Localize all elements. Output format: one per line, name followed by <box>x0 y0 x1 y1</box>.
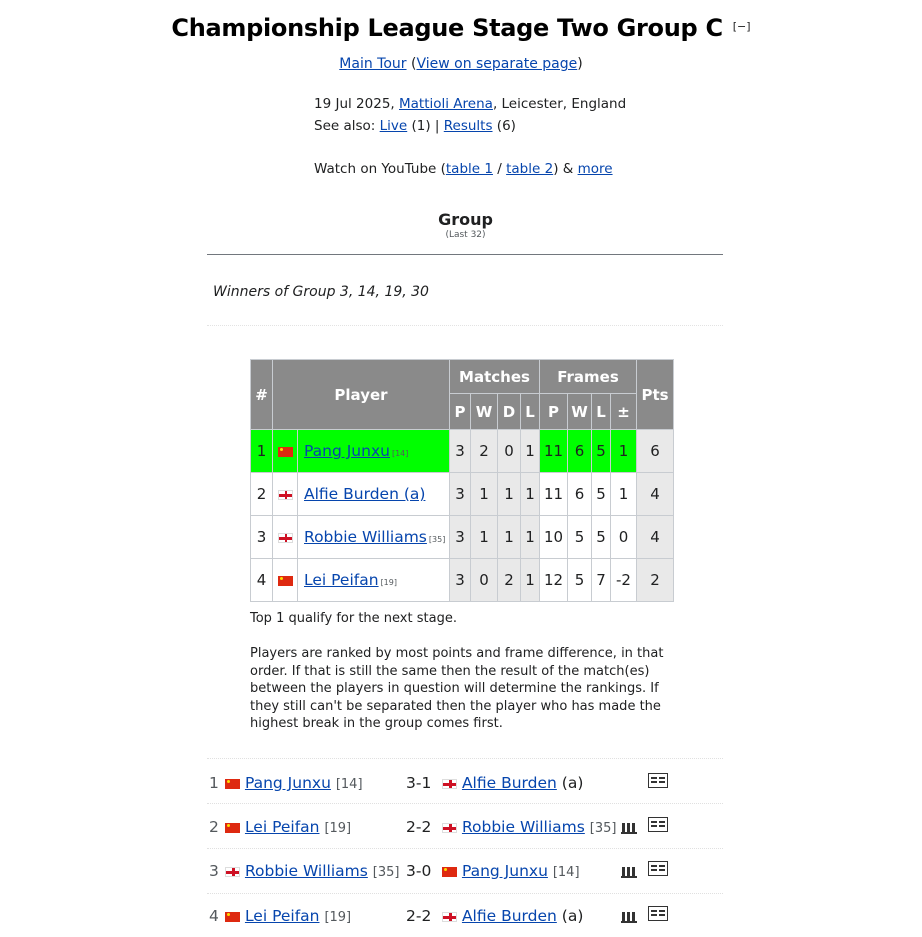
col-ml: L <box>521 394 540 430</box>
row-rank: 4 <box>251 559 273 602</box>
match-number: 2 <box>209 818 219 836</box>
trophy-icon <box>621 822 637 834</box>
col-mp: P <box>450 394 471 430</box>
qualify-note: Top 1 qualify for the next stage. <box>250 611 457 626</box>
group-divider <box>207 254 723 255</box>
cell-mp: 3 <box>450 473 471 516</box>
cell-pts: 4 <box>637 473 674 516</box>
col-fl: L <box>592 394 611 430</box>
row-rank: 1 <box>251 430 273 473</box>
cell-md: 1 <box>498 516 521 559</box>
match-row <box>207 806 723 848</box>
cell-fl: 5 <box>592 473 611 516</box>
cell-pts: 2 <box>637 559 674 602</box>
live-count: (1) | <box>407 117 444 134</box>
separate-page-link[interactable]: View on separate page <box>416 56 578 72</box>
match-number: 3 <box>209 862 219 880</box>
group-heading <box>208 210 723 240</box>
page-header <box>0 14 922 42</box>
cell-mp: 3 <box>450 516 471 559</box>
table2-link[interactable]: table 2 <box>506 161 554 177</box>
col-fp: P <box>540 394 568 430</box>
results-count: (6) <box>492 117 516 134</box>
main-tour-link[interactable]: Main Tour <box>339 56 407 72</box>
page-title: Championship League Stage Two Group C <box>171 14 723 42</box>
china-flag-icon <box>278 447 293 457</box>
amp: ) & <box>553 161 578 177</box>
china-flag-icon <box>442 867 457 877</box>
col-md: D <box>498 394 521 430</box>
match-number: 1 <box>209 774 219 792</box>
match-stream-link[interactable] <box>621 909 637 927</box>
table-row <box>251 559 674 602</box>
player-seed: [35] <box>428 535 446 544</box>
match-score: 2-2 <box>406 818 432 836</box>
paren-close: ) <box>577 56 583 72</box>
match-player1 <box>225 862 399 880</box>
match-stream-link[interactable] <box>621 820 637 838</box>
match-stream-link[interactable] <box>621 864 637 882</box>
match-player2 <box>442 774 583 792</box>
section-divider <box>207 325 723 326</box>
cell-fd: 1 <box>611 430 637 473</box>
trophy-icon <box>621 866 637 878</box>
cell-fl: 7 <box>592 559 611 602</box>
player-seed: [19] <box>380 578 397 587</box>
cell-mw: 0 <box>471 559 498 602</box>
col-matches: Matches <box>450 360 540 394</box>
ticket-icon <box>648 773 668 788</box>
col-rank: # <box>251 360 273 430</box>
row-rank: 2 <box>251 473 273 516</box>
cell-fp: 11 <box>540 430 568 473</box>
china-flag-icon <box>278 576 293 586</box>
match-score: 3-1 <box>406 774 432 792</box>
player1-seed: [19] <box>324 910 352 925</box>
china-flag-icon <box>225 823 240 833</box>
player2-link[interactable]: Robbie Williams <box>461 818 585 836</box>
col-fd: ± <box>611 394 637 430</box>
cell-fd: -2 <box>611 559 637 602</box>
match-score: 3-0 <box>406 862 432 880</box>
row-player <box>298 430 450 473</box>
cell-md: 0 <box>498 430 521 473</box>
england-flag-icon <box>278 533 293 543</box>
player1-seed: [14] <box>335 777 363 792</box>
player1-link[interactable]: Pang Junxu <box>244 774 331 792</box>
table-row <box>251 473 674 516</box>
cell-md: 2 <box>498 559 521 602</box>
standings-table <box>250 359 674 602</box>
match-details-link[interactable] <box>648 773 668 792</box>
player2-link[interactable]: Pang Junxu <box>461 862 548 880</box>
cell-fl: 5 <box>592 430 611 473</box>
cell-pts: 4 <box>637 516 674 559</box>
ticket-icon <box>648 861 668 876</box>
col-mw: W <box>471 394 498 430</box>
cell-mp: 3 <box>450 559 471 602</box>
cell-md: 1 <box>498 473 521 516</box>
match-divider <box>207 803 723 804</box>
slash: / <box>492 161 507 177</box>
cell-ml: 1 <box>521 516 540 559</box>
row-flag <box>273 516 298 559</box>
live-link[interactable]: Live <box>379 117 408 134</box>
match-player2 <box>442 907 583 925</box>
match-divider <box>207 848 723 849</box>
player2-seed: (a) <box>561 774 584 792</box>
group-round: (Last 32) <box>445 230 486 240</box>
row-flag <box>273 473 298 516</box>
player-link[interactable]: Robbie Williams <box>304 528 427 546</box>
match-player2 <box>442 818 616 836</box>
china-flag-icon <box>225 912 240 922</box>
cell-fl: 5 <box>592 516 611 559</box>
cell-fw: 6 <box>568 473 592 516</box>
match-player1 <box>225 774 363 792</box>
match-divider <box>207 893 723 894</box>
cell-pts: 6 <box>637 430 674 473</box>
winners-note: Winners of Group 3, 14, 19, 30 <box>213 284 429 300</box>
results-link[interactable]: Results <box>443 117 493 134</box>
cell-fd: 0 <box>611 516 637 559</box>
cell-fw: 5 <box>568 559 592 602</box>
row-flag <box>273 430 298 473</box>
cell-fd: 1 <box>611 473 637 516</box>
col-player: Player <box>273 360 450 430</box>
match-details-link[interactable] <box>648 817 668 836</box>
match-player2 <box>442 862 580 880</box>
match-row <box>207 895 723 937</box>
cell-mw: 2 <box>471 430 498 473</box>
cell-mw: 1 <box>471 473 498 516</box>
player1-link[interactable]: Lei Peifan <box>244 907 320 925</box>
england-flag-icon <box>442 823 457 833</box>
see-also-label: See also: <box>314 117 380 134</box>
match-details-link[interactable] <box>648 861 668 880</box>
standings-notes <box>250 610 675 732</box>
row-flag <box>273 559 298 602</box>
row-player <box>298 516 450 559</box>
col-fw: W <box>568 394 592 430</box>
tour-links <box>0 56 922 72</box>
england-flag-icon <box>278 490 293 500</box>
event-location: , Leicester, England <box>492 96 627 112</box>
england-flag-icon <box>442 912 457 922</box>
row-player <box>298 559 450 602</box>
youtube-label: Watch on YouTube ( <box>314 161 446 177</box>
row-player <box>298 473 450 516</box>
ticket-icon <box>648 817 668 832</box>
player1-seed: [19] <box>324 821 352 836</box>
cell-fp: 11 <box>540 473 568 516</box>
match-player1 <box>225 907 351 925</box>
player2-link[interactable]: Alfie Burden <box>461 774 557 792</box>
match-details-link[interactable] <box>648 906 668 925</box>
group-title: Group <box>438 210 493 229</box>
match-row <box>207 850 723 892</box>
england-flag-icon <box>225 867 240 877</box>
cell-ml: 1 <box>521 559 540 602</box>
england-flag-icon <box>442 779 457 789</box>
match-row <box>207 762 723 804</box>
table1-link[interactable]: table 1 <box>445 161 493 177</box>
player-link[interactable]: Lei Peifan <box>304 571 379 589</box>
player-link[interactable]: Pang Junxu <box>304 442 390 460</box>
match-score: 2-2 <box>406 907 432 925</box>
player2-seed: [35] <box>589 821 617 836</box>
cell-fp: 12 <box>540 559 568 602</box>
match-divider <box>207 758 723 759</box>
collapse-toggle[interactable]: [−] <box>732 20 751 33</box>
ticket-icon <box>648 906 668 921</box>
player1-link[interactable]: Lei Peifan <box>244 818 320 836</box>
col-pts: Pts <box>637 360 674 430</box>
player-link[interactable]: Alfie Burden (a) <box>304 485 426 503</box>
table-row <box>251 430 674 473</box>
cell-fp: 10 <box>540 516 568 559</box>
player-seed: [14] <box>391 449 409 458</box>
match-player1 <box>225 818 351 836</box>
ranking-rules: Players are ranked by most points and frame difference, in that order. If that is still the same then the result of the match(es) between the players in question will determine the rankings. If they still can't be separated then the player who has made the highest break in the group comes first. <box>250 646 664 732</box>
cell-fw: 5 <box>568 516 592 559</box>
cell-ml: 1 <box>521 473 540 516</box>
row-rank: 3 <box>251 516 273 559</box>
player1-seed: [35] <box>372 865 400 880</box>
cell-mw: 1 <box>471 516 498 559</box>
player1-link[interactable]: Robbie Williams <box>244 862 368 880</box>
cell-mp: 3 <box>450 430 471 473</box>
event-date: 19 Jul 2025, <box>314 96 399 112</box>
player2-seed: [14] <box>552 865 580 880</box>
event-info <box>314 94 626 181</box>
cell-ml: 1 <box>521 430 540 473</box>
venue-link[interactable]: Mattioli Arena <box>399 96 493 112</box>
match-number: 4 <box>209 907 219 925</box>
col-frames: Frames <box>540 360 637 394</box>
china-flag-icon <box>225 779 240 789</box>
paren-open: ( <box>406 56 417 72</box>
more-link[interactable]: more <box>577 161 613 177</box>
cell-fw: 6 <box>568 430 592 473</box>
player2-link[interactable]: Alfie Burden <box>461 907 557 925</box>
table-row <box>251 516 674 559</box>
player2-seed: (a) <box>561 907 584 925</box>
trophy-icon <box>621 911 637 923</box>
